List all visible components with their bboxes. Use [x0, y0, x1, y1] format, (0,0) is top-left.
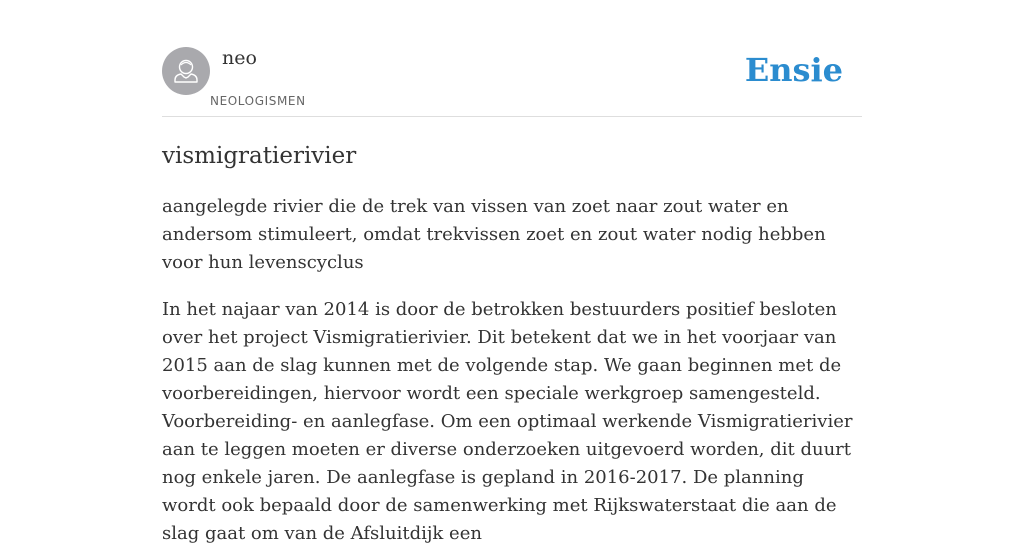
site-logo[interactable]: Ensie: [744, 51, 843, 89]
entry-definition: aangelegde rivier die de trek van vissen van zoet naar zout water en andersom stimuleert, omdat trekvissen zoet en zout water nodig hebben voor hun levenscyclus: [162, 196, 826, 273]
category-link[interactable]: NEOLOGISMEN: [210, 94, 306, 108]
entry-example: In het najaar van 2014 is door de betrokken bestuurders positief besloten over het project Vismigratierivier. Dit betekent dat we in het voorjaar van 2015 aan de slag kunnen met de volgende stap. We gaan beginnen met de voorbereidingen, hiervoor wordt een speciale werkgroep samengesteld. Voorbereiding- en aanlegfase. Om een optimaal werkende Vismigratierivier aan te leggen moeten er diverse onderzoeken uitgevoerd worden, dit duurt nog enkele jaren. De aanlegfase is gepland in 2016-2017. De planning wordt ook bepaald door de samenwerking met Rijkswaterstaat die aan de slag gaat om van de Afsluitdijk een: [162, 299, 853, 544]
content-container: [162, 46, 862, 548]
username-link[interactable]: neo: [222, 47, 257, 69]
entry-header: [162, 46, 862, 117]
user-silhouette-icon: [162, 47, 210, 95]
avatar[interactable]: [162, 47, 210, 95]
entry-title: vismigratierivier: [162, 143, 357, 169]
